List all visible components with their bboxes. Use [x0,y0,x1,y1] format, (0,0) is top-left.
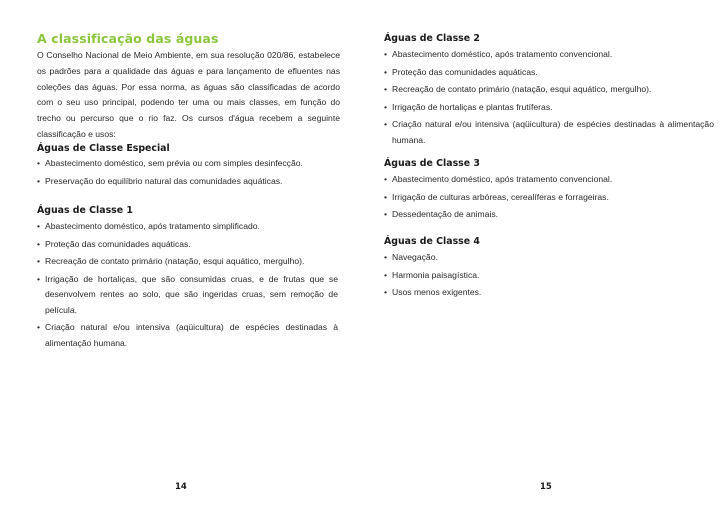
list-item [384,117,714,148]
list-classe-1 [37,219,338,353]
page-title: A classificação das águas [37,31,219,46]
list-item-text: Criação natural e/ou intensiva (aqüicultura) de espécies destinadas à alimentação humana. [45,322,338,348]
list-item-text: Recreação de contato primário (natação, esqui aquático, mergulho). [45,256,305,266]
list-item [384,190,714,206]
list-item [384,250,714,266]
list-item [37,156,338,172]
list-item-text: Abastecimento doméstico, após tratamento convencional. [392,174,613,184]
list-item-text: Dessedentação de animais. [392,209,499,219]
list-item [384,207,714,223]
list-item [37,174,338,190]
list-item [384,285,714,301]
list-item-text: Irrigação de hortaliças, que são consumidas cruas, e de frutas que se desenvolvem rentes ao solo, que são ingeridas cruas, sem remoção de película. [45,273,338,315]
bullet-icon: • [384,252,388,262]
list-item-text: Abastecimento doméstico, após tratamento simplificado. [45,221,260,231]
list-item-text: Proteção das comunidades aquáticas. [392,66,538,77]
bullet-icon: • [384,191,388,202]
list-item-text: Criação natural e/ou intensiva (aqüicultura) de espécies destinadas à alimentação humana. [392,119,714,145]
list-item [384,100,714,116]
list-item [384,268,714,284]
list-item [37,320,338,351]
list-item [37,272,338,319]
list-classe-3 [384,172,714,225]
list-item [384,82,714,98]
heading-classe-4: Águas de Classe 4 [384,236,480,247]
bullet-icon: • [384,66,388,77]
list-item-text: Abastecimento doméstico, após tratamento convencional. [392,49,613,59]
list-item-text: Recreação de contato primário (natação, esqui aquático, mergulho). [392,84,652,94]
list-item-text: Irrigação de culturas arbóreas, cerealíferas e forrageiras. [392,191,609,202]
list-item-text: Harmonia paisagística. [392,269,480,280]
list-classe-especial [37,156,338,191]
intro-paragraph: O Conselho Nacional de Meio Ambiente, em sua resolução 020/86, estabelece os padrões para a qualidade das águas e para lançamento de efluentes nas coleções das águas. Por essa norma, as águas são classificadas de acordo com o seu uso principal, podendo ter uma ou mais classes, em função do trecho ou percurso que o rio faz. Os cursos d'água recebem a seguinte classificação e usos: [37,50,340,139]
heading-classe-especial: Águas de Classe Especial [37,143,170,154]
right-page [364,0,728,510]
list-item [37,237,338,253]
list-item [384,65,714,81]
bullet-icon: • [37,158,41,168]
heading-classe-1: Águas de Classe 1 [37,205,133,216]
list-item-text: Abastecimento doméstico, sem prévia ou com simples desinfecção. [45,158,303,168]
bullet-icon: • [37,273,41,284]
list-item [37,254,338,270]
bullet-icon: • [37,322,41,332]
bullet-icon: • [37,175,41,186]
bullet-icon: • [384,174,388,184]
list-item [384,172,714,188]
list-classe-2 [384,47,714,150]
bullet-icon: • [384,84,388,94]
bullet-icon: • [384,101,388,112]
list-item-text: Proteção das comunidades aquáticas. [45,238,191,249]
list-item-text: Navegação. [392,252,438,262]
bullet-icon: • [384,49,388,59]
page-number: 15 [540,482,552,492]
list-item-text: Irrigação de hortaliças e plantas frutíferas. [392,101,553,112]
bullet-icon: • [37,256,41,266]
list-classe-4 [384,250,714,303]
bullet-icon: • [384,119,388,129]
bullet-icon: • [384,287,388,297]
list-item [37,219,338,235]
list-item-text: Usos menos exigentes. [392,287,482,297]
bullet-icon: • [37,221,41,231]
heading-classe-3: Águas de Classe 3 [384,158,480,169]
page-number: 14 [175,482,187,492]
list-item [384,47,714,63]
heading-classe-2: Águas de Classe 2 [384,33,480,44]
list-item-text: Preservação do equilíbrio natural das comunidades aquáticas. [45,175,283,186]
bullet-icon: • [384,209,388,219]
bullet-icon: • [37,238,41,249]
bullet-icon: • [384,269,388,280]
